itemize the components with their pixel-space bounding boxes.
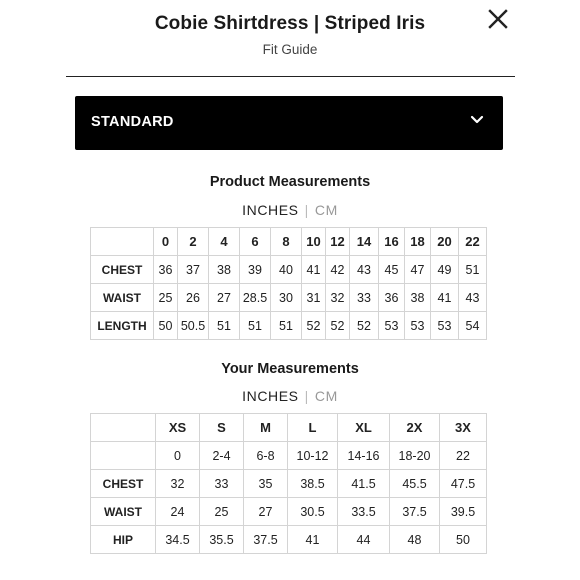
measurement-cell: 44: [338, 526, 390, 554]
measurement-cell: 35: [244, 470, 288, 498]
size-header-cell: 10: [302, 228, 326, 256]
measurement-cell: 51: [459, 256, 487, 284]
measurement-cell: 51: [271, 312, 302, 340]
measurement-cell: 2-4: [200, 442, 244, 470]
your-header-row: [91, 414, 487, 442]
measurement-cell: 52: [350, 312, 379, 340]
measurement-cell: 18-20: [390, 442, 440, 470]
measurement-cell: 28.5: [240, 284, 271, 312]
your-measurements-title: Your Measurements: [221, 361, 359, 377]
measurement-cell: 35.5: [200, 526, 244, 554]
measurement-cell: 45.5: [390, 470, 440, 498]
row-label: WAIST: [91, 284, 154, 312]
size-header-cell: 22: [459, 228, 487, 256]
measurement-cell: 25: [154, 284, 178, 312]
measurement-cell: 30.5: [288, 498, 338, 526]
header-divider: [66, 76, 515, 77]
unit-separator: |: [304, 388, 309, 404]
measurement-cell: 33: [350, 284, 379, 312]
row-label: LENGTH: [91, 312, 154, 340]
measurement-cell: 26: [178, 284, 209, 312]
measurement-cell: 33.5: [338, 498, 390, 526]
chevron-down-icon: [469, 113, 485, 127]
measurement-cell: 34.5: [156, 526, 200, 554]
measurement-cell: 54: [459, 312, 487, 340]
your-measurements-table: [90, 413, 487, 554]
size-header-cell: 3X: [440, 414, 487, 442]
row-label: [91, 442, 156, 470]
size-header-cell: 4: [209, 228, 240, 256]
measurement-cell: 47.5: [440, 470, 487, 498]
measurement-cell: 41.5: [338, 470, 390, 498]
size-header-cell: 14: [350, 228, 379, 256]
measurement-cell: 43: [350, 256, 379, 284]
table-row: [91, 470, 487, 498]
measurement-cell: 53: [431, 312, 459, 340]
measurement-cell: 30: [271, 284, 302, 312]
measurement-cell: 50: [440, 526, 487, 554]
measurement-cell: 40: [271, 256, 302, 284]
product-measurements-table: [90, 227, 487, 340]
page-subtitle: Fit Guide: [262, 42, 318, 57]
size-header-cell: 8: [271, 228, 302, 256]
table-row: [91, 284, 487, 312]
measurement-cell: 39.5: [440, 498, 487, 526]
table-row: [91, 312, 487, 340]
measurement-cell: 14-16: [338, 442, 390, 470]
table-row: [91, 442, 487, 470]
size-header-cell: 0: [154, 228, 178, 256]
measurement-cell: 47: [405, 256, 431, 284]
measurement-cell: 32: [326, 284, 350, 312]
measurement-cell: 24: [156, 498, 200, 526]
measurement-cell: 50.5: [178, 312, 209, 340]
measurement-cell: 37.5: [390, 498, 440, 526]
table-row: [91, 498, 487, 526]
product-measurements-title: Product Measurements: [209, 174, 371, 190]
measurement-cell: 50: [154, 312, 178, 340]
fit-guide-header: [0, 0, 580, 78]
size-header-cell: 6: [240, 228, 271, 256]
measurement-cell: 41: [288, 526, 338, 554]
table-row: [91, 256, 487, 284]
close-icon: [484, 5, 512, 33]
size-header-cell: 2X: [390, 414, 440, 442]
size-type-dropdown[interactable]: [75, 96, 503, 150]
measurement-cell: 51: [240, 312, 271, 340]
measurement-cell: 53: [405, 312, 431, 340]
product-unit-inches[interactable]: INCHES: [242, 202, 299, 218]
your-unit-toggle: [0, 388, 580, 404]
measurement-cell: 27: [244, 498, 288, 526]
measurement-cell: 45: [379, 256, 405, 284]
measurement-cell: 38: [209, 256, 240, 284]
row-label: CHEST: [91, 256, 154, 284]
measurement-cell: 43: [459, 284, 487, 312]
page-title: Cobie Shirtdress | Striped Iris: [154, 13, 426, 34]
row-label: HIP: [91, 526, 156, 554]
size-header-cell: M: [244, 414, 288, 442]
measurement-cell: 51: [209, 312, 240, 340]
close-button[interactable]: [484, 5, 512, 33]
measurement-cell: 31: [302, 284, 326, 312]
measurement-cell: 38: [405, 284, 431, 312]
product-unit-toggle: [0, 202, 580, 218]
measurement-cell: 38.5: [288, 470, 338, 498]
size-type-selected: STANDARD: [91, 114, 174, 130]
size-header-cell: 12: [326, 228, 350, 256]
your-unit-cm[interactable]: CM: [314, 388, 338, 404]
measurement-cell: 52: [302, 312, 326, 340]
measurement-cell: 37.5: [244, 526, 288, 554]
measurement-cell: 22: [440, 442, 487, 470]
measurement-cell: 49: [431, 256, 459, 284]
measurement-cell: 41: [302, 256, 326, 284]
product-header-row: [91, 228, 487, 256]
size-header-cell: XS: [156, 414, 200, 442]
size-header-cell: S: [200, 414, 244, 442]
measurement-cell: 32: [156, 470, 200, 498]
row-label: CHEST: [91, 470, 156, 498]
measurement-cell: 42: [326, 256, 350, 284]
measurement-cell: 36: [379, 284, 405, 312]
measurement-cell: 48: [390, 526, 440, 554]
measurement-cell: 52: [326, 312, 350, 340]
measurement-cell: 39: [240, 256, 271, 284]
measurement-cell: 41: [431, 284, 459, 312]
row-label: WAIST: [91, 498, 156, 526]
corner-cell: [91, 228, 154, 256]
measurement-cell: 27: [209, 284, 240, 312]
measurement-cell: 36: [154, 256, 178, 284]
unit-separator: |: [304, 202, 309, 218]
measurement-cell: 6-8: [244, 442, 288, 470]
product-unit-cm[interactable]: CM: [314, 202, 338, 218]
size-header-cell: 16: [379, 228, 405, 256]
table-row: [91, 526, 487, 554]
measurement-cell: 10-12: [288, 442, 338, 470]
corner-cell: [91, 414, 156, 442]
measurement-cell: 37: [178, 256, 209, 284]
your-unit-inches[interactable]: INCHES: [242, 388, 299, 404]
measurement-cell: 0: [156, 442, 200, 470]
size-header-cell: L: [288, 414, 338, 442]
size-header-cell: 18: [405, 228, 431, 256]
measurement-cell: 53: [379, 312, 405, 340]
size-header-cell: 20: [431, 228, 459, 256]
measurement-cell: 33: [200, 470, 244, 498]
size-header-cell: XL: [338, 414, 390, 442]
measurement-cell: 25: [200, 498, 244, 526]
size-header-cell: 2: [178, 228, 209, 256]
